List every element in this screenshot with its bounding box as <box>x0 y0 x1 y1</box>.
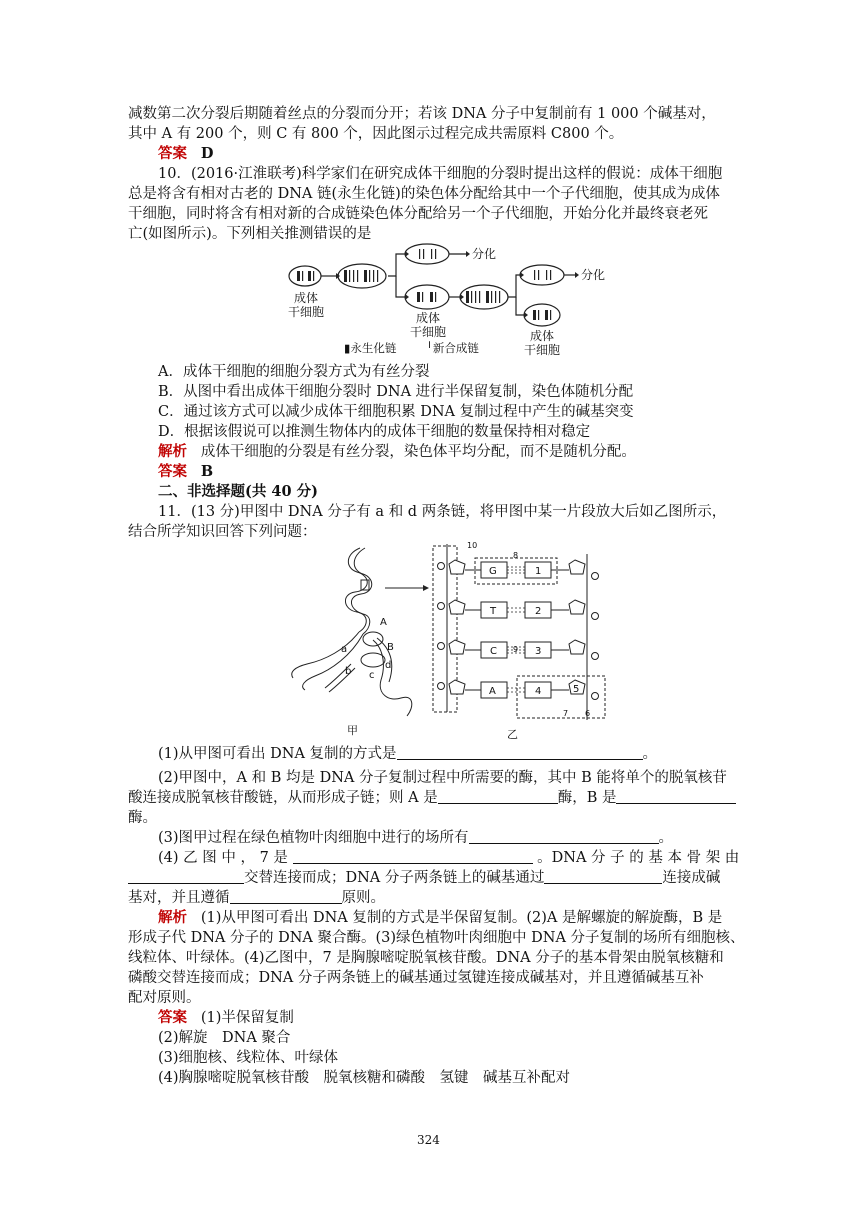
q11-part2-line1: (2)甲图中，A 和 B 均是 DNA 分子复制过程中所需要的酶，其中 B 能将单个的脱氧核苷 <box>158 770 727 786</box>
blank-4d[interactable] <box>230 889 342 904</box>
q11-answer-line2: (2)解旋 DNA 聚合 <box>158 1030 291 1046</box>
section-heading: 二、非选择题(共 40 分) <box>158 483 318 500</box>
part1-text: (1)从甲图可看出 DNA 复制的方式是 <box>158 746 397 762</box>
q11-part4-line1 <box>158 848 739 868</box>
label-stem-2a: 成体 <box>416 311 441 325</box>
q11-part4-line3 <box>128 888 385 908</box>
q11-stem-line1: 11．(13 分)甲图中 DNA 分子有 a 和 d 两条链，将甲图中某一片段放大后如乙图所示， <box>158 504 727 520</box>
label-stem-1a: 成体 <box>294 291 319 305</box>
cell-stem-1 <box>289 266 321 286</box>
label-9: 9 <box>513 645 519 654</box>
q11-part1 <box>158 744 657 764</box>
q11-analysis-line3: 线粒体、叶绿体。(4)乙图中，7 是胸腺嘧啶脱氧核苷酸。DNA 分子的基本骨架由脱氧核糖和 <box>128 950 724 966</box>
q11-analysis-line5: 配对原则。 <box>128 990 201 1006</box>
q10-stem-line4: 亡(如图所示)。下列相关推测错误的是 <box>128 226 372 242</box>
analysis-text: (1)从甲图可看出 DNA 复制的方式是半保留复制。(2)A 是解螺旋的解旋酶，B 是 <box>200 910 723 926</box>
q10-option-b: B．从图中看出成体干细胞分裂时 DNA 进行半保留复制，染色体随机分配 <box>158 384 634 400</box>
base-4: 4 <box>535 686 542 697</box>
caption-yi: 乙 <box>507 728 518 740</box>
blank-4b[interactable] <box>128 869 244 884</box>
label-8: 8 <box>513 551 519 560</box>
answer-label: 答案 <box>158 463 187 480</box>
base-g: G <box>489 566 497 577</box>
label-7: 7 <box>563 709 569 718</box>
label-stem-1b: 干细胞 <box>288 305 325 319</box>
label-5: 5 <box>573 684 580 695</box>
part4-text: (4) 乙 图 中 ， 7 是 <box>158 850 288 866</box>
page-number: 324 <box>417 1133 440 1147</box>
q10-option-c: C．通过该方式可以减少成体干细胞积累 DNA 复制过程中产生的碱基突变 <box>158 404 634 420</box>
blank-3[interactable] <box>469 829 659 844</box>
answer-label: 答案 <box>158 1009 187 1026</box>
legend-old-strand: ▮永生化链 <box>344 341 397 355</box>
q11-analysis-line4: 磷酸交替连接而成；DNA 分子两条链上的碱基通过氢键连接成碱基对，并且遵循碱基互补 <box>128 970 704 986</box>
q11-analysis-line1 <box>158 908 722 928</box>
label-diff-2: 分化 <box>581 268 606 282</box>
part1-end: 。 <box>642 746 658 762</box>
cell-daughter-stem-1 <box>405 285 449 309</box>
q11-answer-line3: (3)细胞核、线粒体、叶绿体 <box>158 1050 339 1066</box>
q11-stem-line2: 结合所学知识回答下列问题： <box>128 524 317 540</box>
caption-jia: 甲 <box>347 724 358 737</box>
label-10: 10 <box>467 541 478 550</box>
blank-1[interactable] <box>397 745 643 760</box>
answer-label: 答案 <box>158 145 187 162</box>
base-t: T <box>490 606 497 617</box>
label-enzyme-b: B <box>387 642 394 653</box>
analysis-label: 解析 <box>158 909 187 926</box>
base-3: 3 <box>535 646 542 657</box>
answer-value: B <box>200 463 214 480</box>
cell-daughter-diff-2 <box>520 265 564 285</box>
part4-text6: 原则。 <box>341 890 385 906</box>
legend-new-strand: ╵新合成链 <box>426 341 479 355</box>
part3-text: (3)图甲过程在绿色植物叶肉细胞中进行的场所有 <box>158 830 469 846</box>
label-diff-1: 分化 <box>472 247 497 261</box>
base-c: C <box>490 646 497 657</box>
part2-text: 酸连接成脱氧核苷酸链，从而形成子链；则 A 是 <box>128 790 438 806</box>
q11-analysis-line2: 形成子代 DNA 分子的 DNA 聚合酶。(3)绿色植物叶肉细胞中 DNA 分子复制的场所有细胞核、 <box>128 930 745 946</box>
part2-mid: 酶，B 是 <box>557 790 617 806</box>
q10-analysis <box>158 442 636 462</box>
base-1: 1 <box>535 566 542 577</box>
stem-cell-division-figure <box>280 242 620 360</box>
label-stem-3b: 干细胞 <box>524 343 561 357</box>
q11-answer-line4: (4)胸腺嘧啶脱氧核苷酸 脱氧核糖和磷酸 氢键 碱基互补配对 <box>158 1070 571 1086</box>
label-stem-2b: 干细胞 <box>410 325 447 339</box>
q11-part2-line3: 酶。 <box>128 810 157 826</box>
cell-daughter-stem-2 <box>524 304 560 326</box>
part4-text2: 。DNA 分 子 的 基 本 骨 架 由 <box>537 850 740 866</box>
label-strand-c: c <box>369 670 375 681</box>
q11-answer-line1 <box>158 1008 294 1028</box>
q10-stem-line2: 总是将含有相对古老的 DNA 链(永生化链)的染色体分配给其中一个子代细胞，使其成为成体 <box>128 186 720 202</box>
label-strand-b: b <box>345 666 352 677</box>
q10-option-d: D．根据该假说可以推测生物体内的成体干细胞的数量保持相对稳定 <box>158 424 591 440</box>
prev-analysis-line2: 其中 A 有 200 个，则 C 有 800 个，因此图示过程完成共需原料 C800 个。 <box>128 126 624 142</box>
dna-replication-figure <box>285 540 615 740</box>
q11-part4-line2 <box>128 868 720 888</box>
q10-answer <box>158 462 213 482</box>
answer-part1: (1)半保留复制 <box>200 1010 294 1026</box>
base-2: 2 <box>535 606 542 617</box>
part4-text3: 交替连接而成；DNA 分子两条链上的碱基通过 <box>244 870 545 886</box>
analysis-label: 解析 <box>158 443 187 460</box>
part4-text5: 基对，并且遵循 <box>128 890 230 906</box>
q10-option-a: A．成体干细胞的细胞分裂方式为有丝分裂 <box>158 364 430 380</box>
cell-daughter-diff-1 <box>405 244 449 264</box>
prev-analysis-line1: 减数第二次分裂后期随着丝点的分裂而分开；若该 DNA 分子中复制前有 1 000 个碱基对， <box>128 106 716 122</box>
blank-4a[interactable] <box>293 849 533 864</box>
analysis-text: 成体干细胞的分裂是有丝分裂，染色体平均分配，而不是随机分配。 <box>200 444 636 460</box>
base-a: A <box>489 686 496 697</box>
part3-end: 。 <box>658 830 674 846</box>
label-stem-3a: 成体 <box>530 329 555 343</box>
label-strand-a: a <box>341 644 348 655</box>
part4-text4: 连接成碱 <box>662 870 721 886</box>
label-enzyme-a: A <box>380 617 387 628</box>
blank-2b[interactable] <box>616 789 736 804</box>
q11-part2-line2 <box>128 788 736 808</box>
label-6: 6 <box>585 709 591 718</box>
blank-2a[interactable] <box>438 789 558 804</box>
blank-4c[interactable] <box>544 869 662 884</box>
answer-value: D <box>200 145 214 162</box>
prev-answer <box>158 144 213 164</box>
label-strand-d: d <box>385 660 392 671</box>
q10-stem-line1: 10．(2016·江淮联考)科学家们在研究成体干细胞的分裂时提出这样的假说：成体干细胞 <box>158 166 723 182</box>
q10-stem-line3: 干细胞，同时将含有相对新的合成链染色体分配给另一个子代细胞，开始分化并最终衰老死 <box>128 206 708 222</box>
q11-part3 <box>158 828 673 848</box>
